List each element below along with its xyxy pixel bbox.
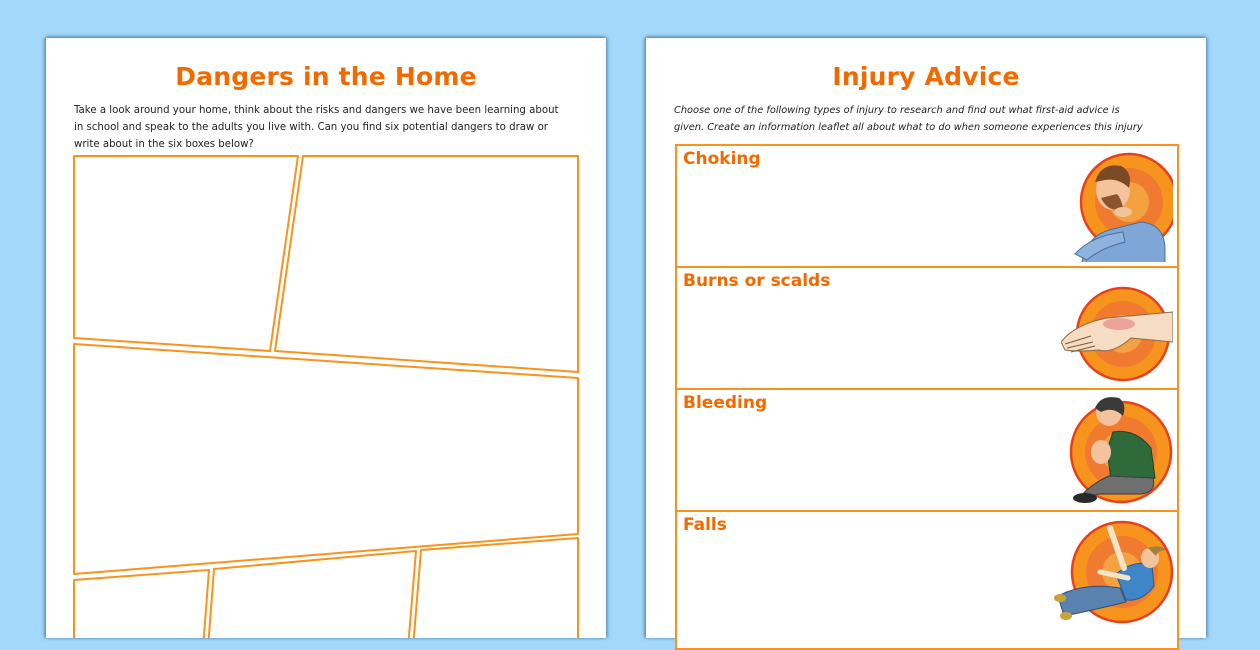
instruction-line: write about in the six boxes below? [74,139,254,150]
instruction-line: Take a look around your home, think about the risks and dangers we have been learning about [74,105,559,116]
burned-hand-icon [1061,272,1173,384]
injury-box-falls[interactable] [675,510,1179,650]
drawing-panel-1[interactable] [74,156,298,351]
drawing-panel-6[interactable] [413,538,578,638]
injury-box-burns-or-scalds[interactable] [675,266,1179,390]
drawing-panel-5[interactable] [208,551,416,638]
instruction-line: given. Create an information leaflet all about what to do when someone experiences this injury [674,122,1143,133]
injury-label: Burns or scalds [683,271,831,291]
worksheet-instructions [674,102,1182,136]
drawing-panel-2[interactable] [275,156,578,372]
instruction-line: in school and speak to the adults you live with. Can you find six potential dangers to draw or [74,122,548,133]
instruction-line: Choose one of the following types of injury to research and find out what first-aid advice is [674,105,1120,116]
drawing-panel-4[interactable] [74,570,209,638]
comic-panels [46,38,606,638]
worksheet-injury-advice [646,38,1206,638]
injury-box-choking[interactable] [675,144,1179,268]
drawing-panel-3[interactable] [74,344,578,574]
injury-box-bleeding[interactable] [675,388,1179,512]
worksheet-dangers-in-the-home [46,38,606,638]
worksheet-title: Injury Advice [832,62,1020,91]
bleeding-knee-child-icon [1061,394,1173,506]
injury-label: Falls [683,515,727,535]
injury-label: Bleeding [683,393,768,413]
falling-person-icon [1045,516,1175,628]
injury-label: Choking [683,149,761,169]
worksheet-title: Dangers in the Home [175,62,477,91]
choking-person-icon [1061,150,1173,262]
